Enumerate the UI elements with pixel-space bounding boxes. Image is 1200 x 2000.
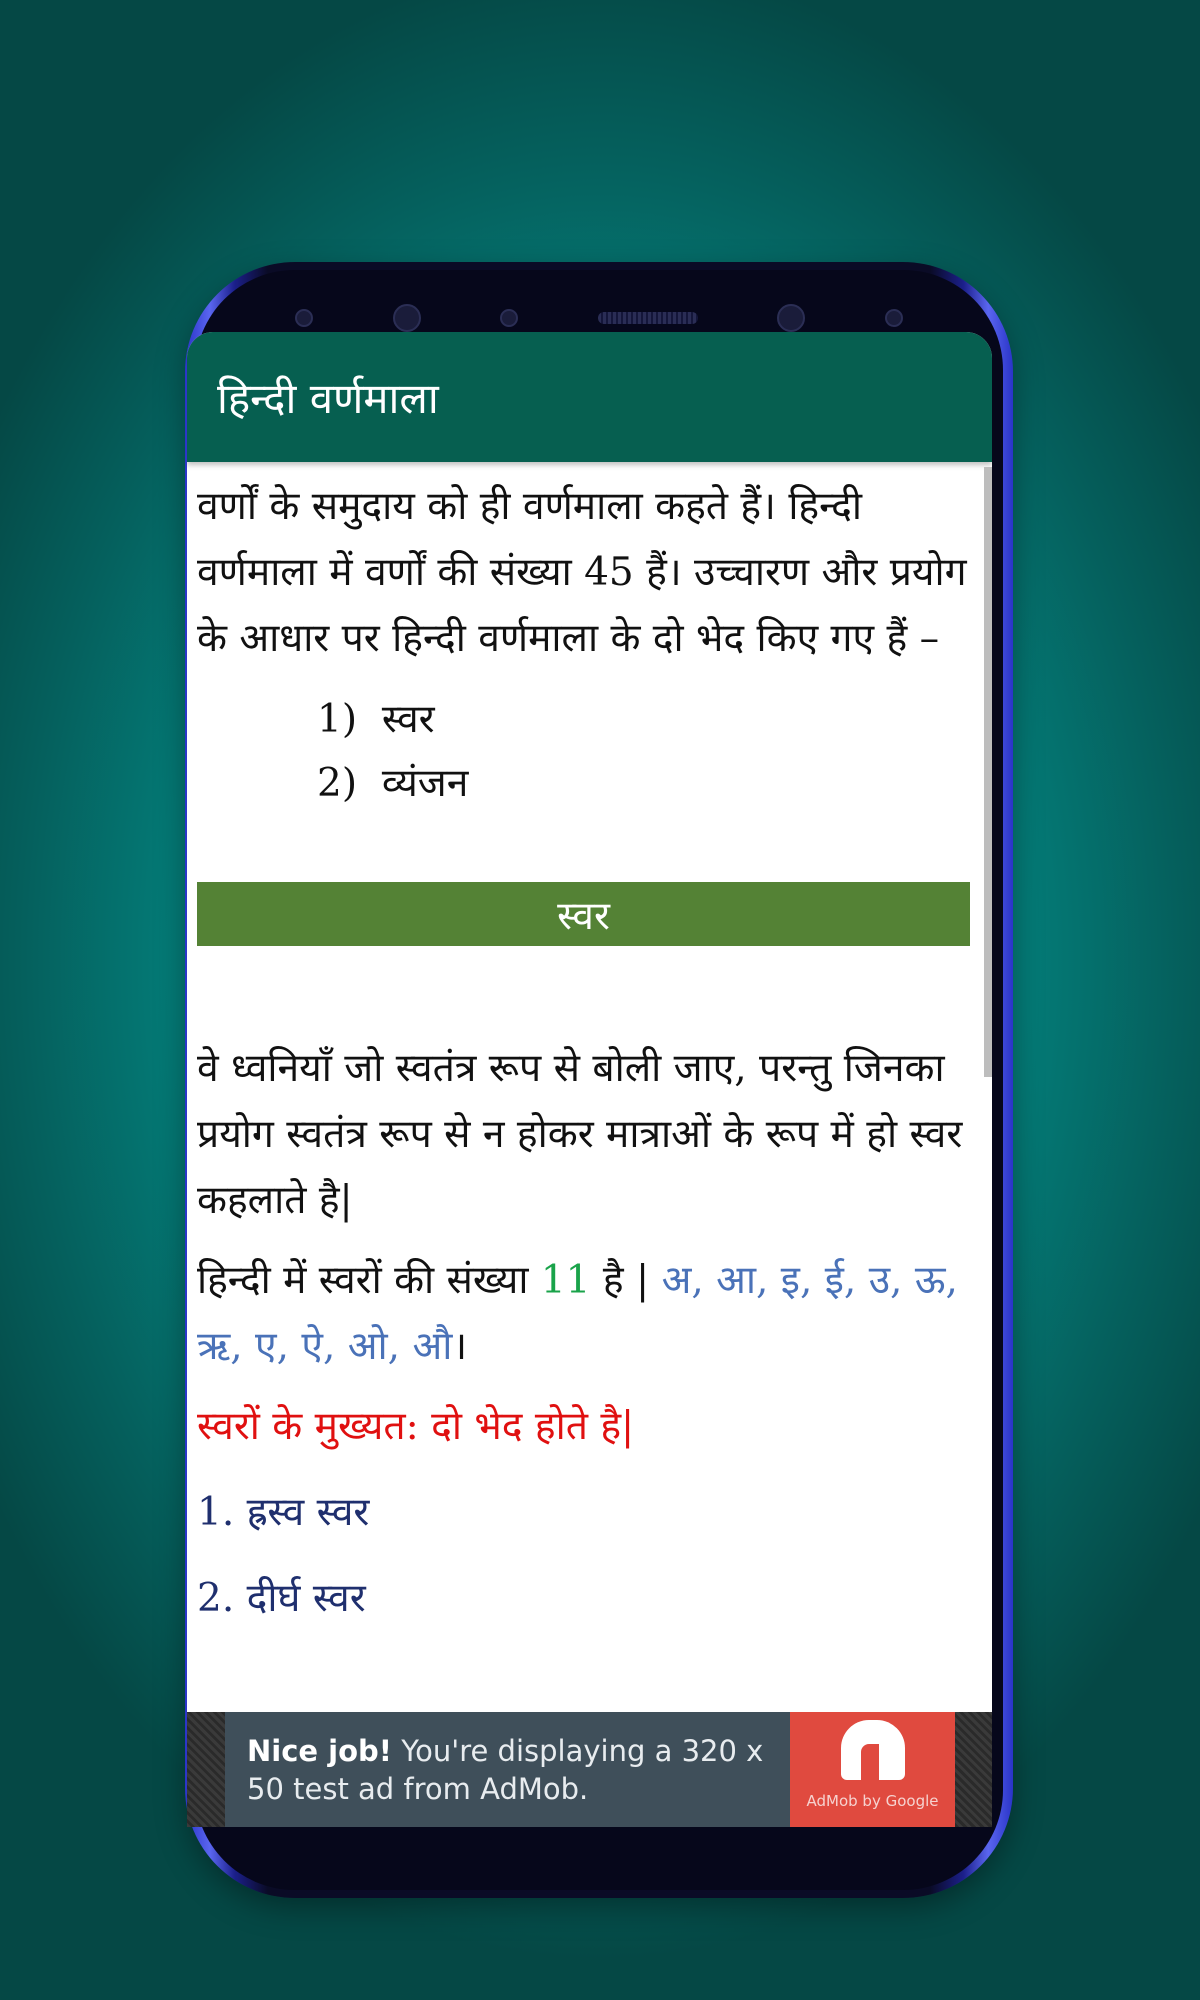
subtype-item: 1. ह्रस्व स्वर xyxy=(197,1490,370,1535)
count-value: 11 xyxy=(540,1258,591,1303)
types-list xyxy=(197,688,976,816)
list-item-label: स्वर xyxy=(381,697,435,742)
definition-paragraph: वे ध्वनियाँ जो स्वतंत्र रूप से बोली जाए, परन्तु जिनका प्रयोग स्वतंत्र रूप से न होकर मात्राओं के रूप में हो स्वर कहलाते है| xyxy=(197,1046,963,1223)
ad-body[interactable] xyxy=(225,1712,955,1827)
iris-scanner-icon xyxy=(777,304,805,332)
ad-bold-text: Nice job! xyxy=(247,1733,393,1768)
admob-logo-icon xyxy=(841,1720,905,1780)
admob-logo[interactable] xyxy=(790,1712,955,1827)
vowel-list-end: । xyxy=(452,1324,468,1369)
scrollbar[interactable] xyxy=(984,467,992,1077)
list-item xyxy=(317,752,976,816)
app-title: हिन्दी वर्णमाला xyxy=(217,373,439,423)
section-title: स्वर xyxy=(557,893,610,939)
intro-paragraph: वर्णों के समुदाय को ही वर्णमाला कहते हैं। हिन्दी वर्णमाला में वर्णों की संख्या 45 हैं। उच्चारण और प्रयोग के आधार पर हिन्दी वर्णमाला के दो भेद किए गए हैं – xyxy=(197,484,967,661)
sensor-dot-icon xyxy=(885,309,903,327)
list-item-number: 1) xyxy=(317,697,358,742)
app-screen[interactable] xyxy=(187,332,992,1827)
list-item-label: व्यंजन xyxy=(381,761,469,806)
types-heading: स्वरों के मुख्यत: दो भेद होते है| xyxy=(197,1404,635,1449)
ad-banner[interactable] xyxy=(187,1712,992,1827)
ad-text[interactable] xyxy=(225,1732,790,1808)
sensor-dot-icon xyxy=(295,309,313,327)
list-item xyxy=(317,688,976,752)
ad-message: You're displaying a 320 x 50 test ad from AdMob. xyxy=(247,1733,764,1806)
count-suffix: है | xyxy=(602,1258,650,1303)
section-header xyxy=(197,882,970,946)
list-item-number: 2) xyxy=(317,761,358,806)
content-area xyxy=(187,462,992,1632)
subtype-item: 2. दीर्घ स्वर xyxy=(197,1576,366,1621)
vowel-list: अ, आ, इ, ई, उ, ऊ, ऋ, ए, ऐ, ओ, औ xyxy=(197,1258,958,1369)
front-camera-icon xyxy=(393,304,421,332)
admob-logo-text: AdMob by Google xyxy=(806,1791,939,1810)
count-prefix: हिन्दी में स्वरों की संख्या xyxy=(197,1258,529,1303)
vowel-count-paragraph xyxy=(197,1248,976,1380)
earpiece-speaker-icon xyxy=(598,312,698,324)
sensor-dot-icon xyxy=(500,309,518,327)
app-bar xyxy=(187,332,992,462)
